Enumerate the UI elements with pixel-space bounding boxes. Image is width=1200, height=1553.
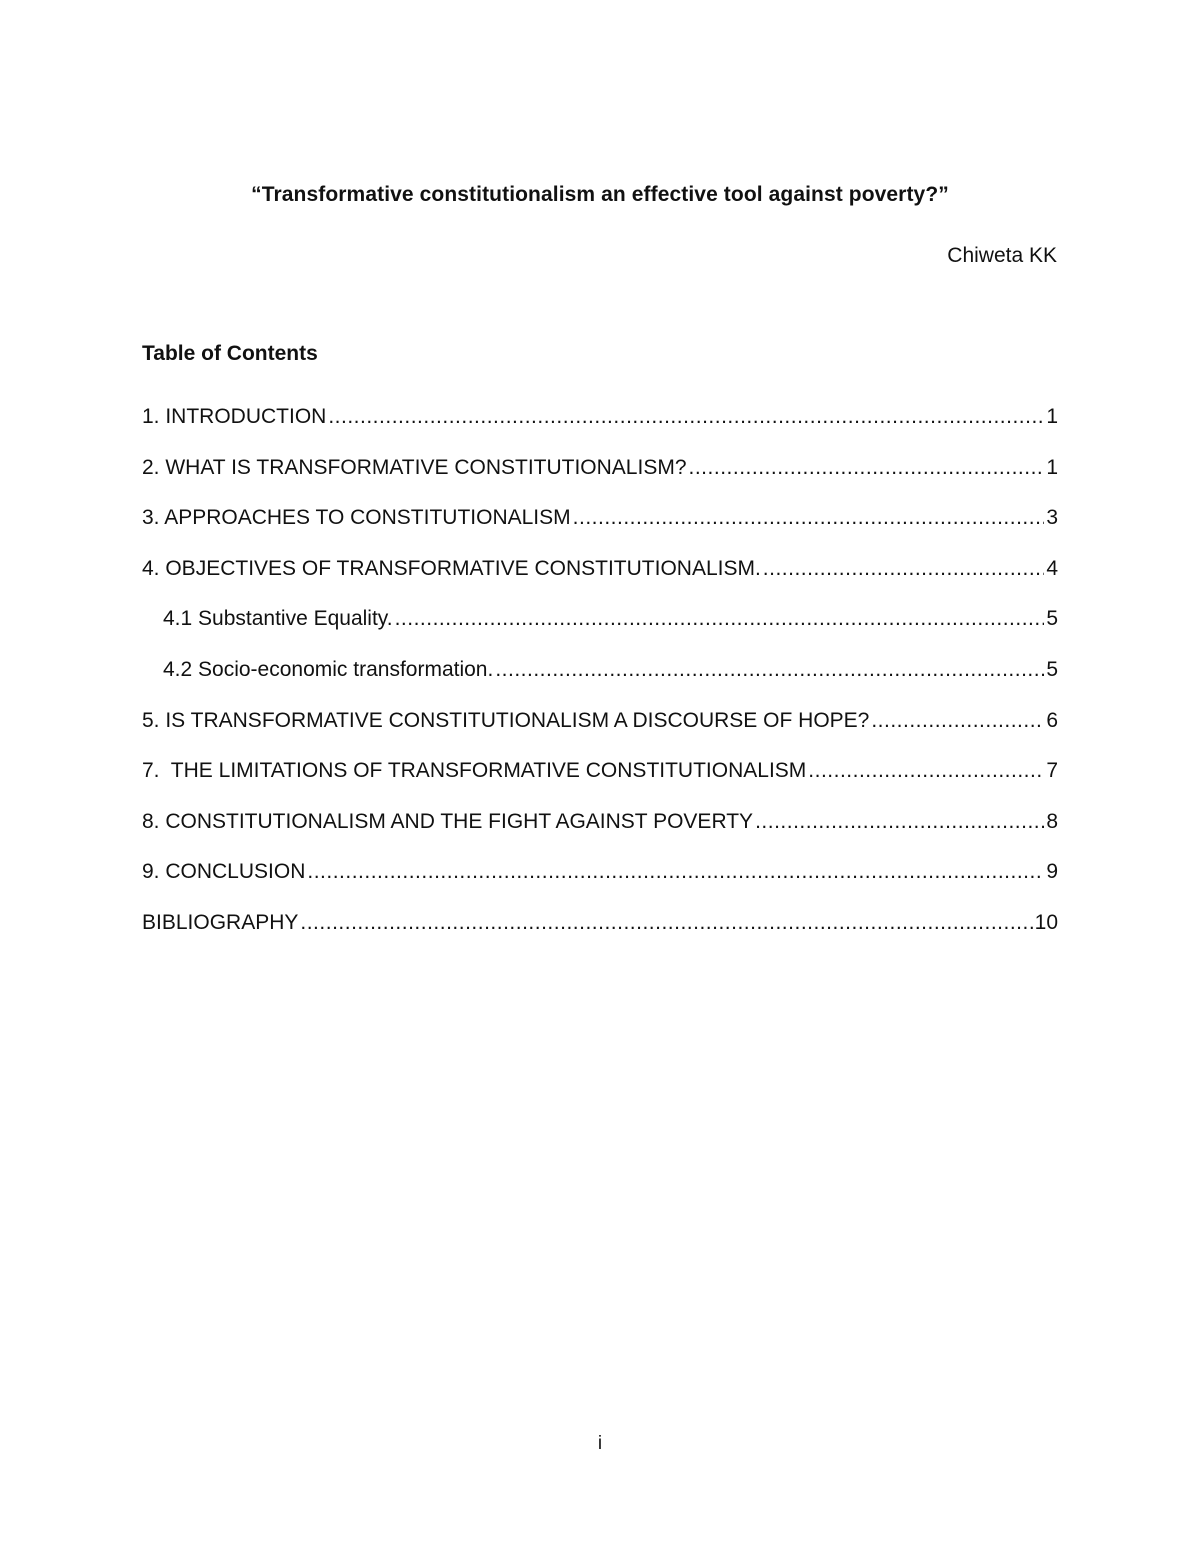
toc-dot-leader: [871, 709, 1044, 733]
toc-dot-leader: [763, 557, 1045, 581]
toc-entry-page: 5: [1046, 657, 1058, 681]
toc-entry-label: 4.2 Socio-economic transformation.: [163, 657, 494, 681]
toc-dot-leader: [755, 810, 1044, 834]
toc-dot-leader: [300, 911, 1032, 935]
toc-entry-page: 5: [1046, 607, 1058, 631]
toc-entry-page: 9: [1046, 860, 1058, 884]
toc-entry-substantive-equality[interactable]: [142, 607, 1058, 658]
table-of-contents: [142, 405, 1058, 962]
toc-entry-bibliography[interactable]: [142, 911, 1058, 962]
toc-entry-page: 6: [1046, 708, 1058, 732]
author-name: Chiweta KK: [947, 244, 1057, 267]
toc-entry-label: 5. IS TRANSFORMATIVE CONSTITUTIONALISM A DISCOURSE OF HOPE?: [142, 708, 870, 732]
toc-dot-leader: [573, 506, 1045, 530]
toc-entry-page: 7: [1046, 759, 1058, 783]
toc-entry-approaches[interactable]: [142, 506, 1058, 557]
toc-dot-leader: [307, 860, 1044, 884]
toc-entry-label: 2. WHAT IS TRANSFORMATIVE CONSTITUTIONALISM?: [142, 455, 687, 479]
page-number: i: [597, 1433, 603, 1454]
toc-entry-what-is-transformative-constitutionalism[interactable]: [142, 456, 1058, 507]
toc-entry-label: 9. CONCLUSION: [142, 860, 306, 884]
toc-entry-page: 10: [1034, 910, 1058, 934]
toc-entry-discourse-of-hope[interactable]: [142, 709, 1058, 760]
toc-entry-page: 3: [1046, 506, 1058, 530]
document-title: “Transformative constitutionalism an effective tool against poverty?”: [251, 183, 949, 206]
toc-entry-label: 7. THE LIMITATIONS OF TRANSFORMATIVE CONSTITUTIONALISM: [142, 759, 807, 783]
toc-entry-socio-economic-transformation[interactable]: [142, 658, 1058, 709]
toc-entry-label: 4. OBJECTIVES OF TRANSFORMATIVE CONSTITUTIONALISM.: [142, 556, 761, 580]
toc-entry-fight-against-poverty[interactable]: [142, 810, 1058, 861]
toc-dot-leader: [689, 456, 1045, 480]
toc-dot-leader: [395, 607, 1045, 631]
toc-dot-leader: [328, 405, 1044, 429]
toc-entry-label: 1. INTRODUCTION: [142, 405, 327, 428]
toc-dot-leader: [495, 658, 1044, 682]
toc-entry-label: BIBLIOGRAPHY: [142, 910, 299, 934]
toc-entry-conclusion[interactable]: [142, 860, 1058, 911]
toc-dot-leader: [808, 759, 1044, 783]
toc-entry-label: 3. APPROACHES TO CONSTITUTIONALISM: [142, 506, 571, 530]
toc-entry-label: 8. CONSTITUTIONALISM AND THE FIGHT AGAINST POVERTY: [142, 809, 754, 833]
toc-entry-page: 1: [1046, 455, 1058, 479]
toc-entry-label: 4.1 Substantive Equality.: [163, 607, 393, 631]
toc-entry-page: 1: [1046, 405, 1058, 428]
toc-heading: Table of Contents: [142, 342, 318, 365]
toc-entry-introduction[interactable]: [142, 405, 1058, 456]
toc-entry-limitations[interactable]: [142, 759, 1058, 810]
toc-entry-objectives[interactable]: [142, 557, 1058, 608]
toc-entry-page: 8: [1046, 809, 1058, 833]
toc-entry-page: 4: [1046, 556, 1058, 580]
